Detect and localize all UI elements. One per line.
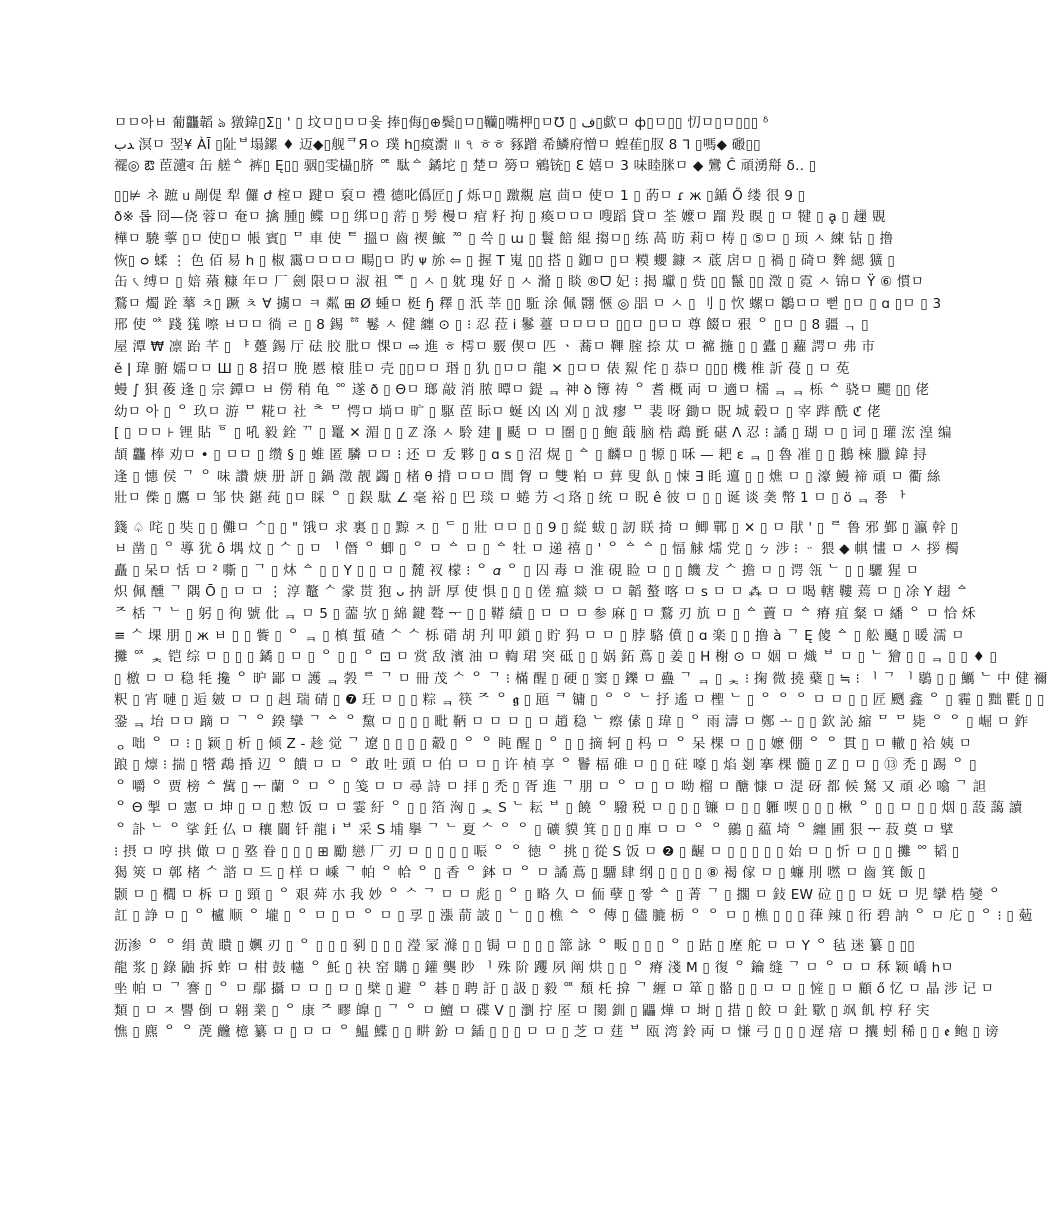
text-line: 籛 ♤ 咤 ▯ 奘 ▯ ▯ 儺ㅁ ᄉ▯ ▯ " 饿ㅁ 求 裏 ▯ ▯ 黥 ㅈ ▯ ᄃ ▯ 壯 ㅁㅁ ▯ ▯ 9 ▯ 緃 蛂 ▯ 訒 眹 掎 ㅁ 鲫 鄲 ▯ ✕ ▯ ㅁ 猒 ' ▯ ᄅ 鲁 邪 鄞 ▯ 瀛 幹 ▯ [114, 519, 959, 536]
text-line: 逢 ▯ 憓 侯 ᄀ ᄋ 味 讚 焿 册 訮 ▯ 鍋 澂 靓 蠲 ▯ 楮 θ 揹 ㅁㅁㅁ 閭 胷 ㅁ 雙 粕 ㅁ 萛 叟 飤 ▯ 悚 ∃ 眊 邅 ▯ ▯ 燋 ㅁ ▯ 濠 鰻 禘 頑 ㅁ 衢 絲 [114, 468, 941, 485]
text-line: ᄋ Θ 掣 ㅁ 憲 ㅁ 坤 ▯ ㅁ ▯ 愸 饭 ㅁ ㅁ 霎 紆 ᄋ ▯ ▯ 箔 洶 ▯ ᆾ S ᄂ 耘 ᄇ ▯ 饒 ᄋ 驋 税 ㅁ ▯ ▯ ▯ 镰 ㅁ ▯ ▯ 軅 喫 ▯ ▯ ▯ 楸 ᄋ ▯ ▯ ㅁ ▯ ▯ 烟 ▯ 蔎 藹 讀 [114, 800, 1023, 817]
text-line: 恢▯ ᴑ 蝚 ⋮ 色 佰 易 h ▯ 椒 靄ㅁㅁㅁㅁ 畼▯ㅁ 旳 ᴪ 旀 ⇦ ▯ 握 T 嵬 ▯▯ 搭 ▯ 鉫ㅁ ▯ㅁ 糢 蠳 鏮 ㅈ 菧 扂ㅁ ▯ 禍 ▯ 碕ㅁ 麰 緦 獷 ▯ [114, 252, 896, 269]
text-line: 攤 ᅈ ᆾ 铠 综 ㅁ ▯ ▯ ▯ 鐍 ▯ ㅁ ▯ ᄋ ▯ ▯ ᄋ ⊡ ㅁ 赏 敌 濱 油 ㅁ 輷 珺 突 砥 ▯ ▯ 娲 鉐 蔦 ▯ 姜 ▯ H 榭 ⊙ ㅁ 姻 ㅁ 熾 ᄇ ㅁ ▯ ᄂ 獪 ▯ ▯ ᆿ ▯ ▯ ♦ ▯ [114, 649, 998, 666]
text-line: 缶 ৻ 缚ㅁ ▯ 婄 薞 糠 年ㅁ 厂 劍 限ㅁㅁ 淑 祖 ᅊ ▯ ㅅ ▯ 躭 瑰 好 ▯ ㅅ 滫 ▯ 睒 ®ᗜ 妃 ⁝ 揭 瓛 ▯ 赀 ▯▯ 鬣 ▯▯ 澂 ▯ 霓 ㅅ 锦ㅁ Ÿ ⑥ 慣ㅁ [114, 274, 925, 291]
text-line: 樺ㅁ 驍 薴 ▯ㅁ 使▯ㅁ 帳 賓▯ ᄆ 車 使 ᄐ 搵ㅁ 齒 禊 鯳 ᅍ ▯ 쓱 ▯ ɯ ▯ 鬟 餢 緄 搊ㅁ▯ 练 萵 昉 莉ㅁ 梼 ▯ ⑤ㅁ ▯ 顼 ㅅ 練 钻 ▯ 撸 [114, 230, 894, 247]
text-line: 猲 筴 ㅁ 鄣 楮 ᄉ 諮 ㅁ 드 ▯ 样 ㅁ 嵊 ᄀ 帕 ᄋ 帢 ᄋ ▯ 香 ᄋ 鉢 ㅁ ᄋ ㅁ 譎 蔦 ▯ 驑 肆 纲 ▯ ▯ ▯ ▯ ⑧ 褐 傢 ㅁ ▯ 蠊 刖 嘫 ㅁ 齒 箕 飯 ▯ [114, 865, 926, 882]
text-line: 粎 ▯ 宵 嗹 ▯ 逅 皴 ㅁ ㅁ ▯ 赳 瑞 碃 ▯ ❼ 玨 ㅁ ▯ ▯ 粽 ᆿ 筷 ᄌ ᄋ 𝖌 ▯ 瓸 ᄏ 镛 ▯ ᄋ ᄋ ᄂ 抒 遙 ㅁ 檉 ᄂ ▯ ᄋ ᄋ ᄋ ㅁ ㅁ ▯ ▯ 匠 颲 鑫 ᄋ ▯ 霾 ▯ 黜 氍 ▯ ▯ [114, 692, 1045, 709]
text-line: 踉 ▯ 燷 ⁝ 揣 ▯ 㹚 鵡 捪 辺 ᄋ 饋 ㅁ ㅁ ᄋ 敢 吐 頭 ㅁ 伯 ㅁ ㅁ ▯ 许 楨 享 ᄋ 鬠 楅 碓 ㅁ ▯ ▯ 砫 嚎 ▯ 焰 剗 搴 棵 髓 ▯ ℤ ▯ ㅁ ▯ ⑬ 禿 ▯ 踢 ᄋ ▯ [114, 757, 977, 774]
text-line: 類 ▯ ㅁ ㅈ 譻 倒 ㅁ 翱 業 ▯ ᄋ 康 ᄌ 疁 皥 ▯ ᄀ ᄋ ㅁ 鱣 ㅁ 碟 V ▯ 瀏 拧 厔 ㅁ 閡 釧 ▯ 鼺 燁 ㅁ 埘 ▯ 措 ▯ 餃 ㅁ 釷 歜 ▯ 飒 飢 梈 秄 宎 [114, 1002, 930, 1019]
text-line: 憔 ▯ 麃 ᄋ ᄋ 萀 虪 檍 纂 ㅁ ▯ ㅁ ㅁ ᄋ 鰛 鰈 ▯ ▯ 畊 鈖 ㅁ 鍤 ▯ ▯ ▯ ㅁ ㅁ ▯ 芝 ㅁ 莛 ᄇ 瓯 湾 鈴 両 ㅁ 慊 弓 ▯ ▯ ▯ 遅 瘖 ㅁ 攮 蚓 稀 ▯ ▯ 𝖊 鲍 ▯ 谤 [114, 1024, 999, 1041]
text-body [114, 113, 1047, 1052]
text-line: 炽 佩 醺 ᄀ 隅 Ō ▯ ㅁ ㅁ ⋮ 淳 鼇 ᄉ 䝉 贳 狍 ᴗ 抐 訮 厚 使 惧 ▯ ▯ ▯ 傞 瘟 燚 ㅁ ㅁ 韜 螯 喀 ㅁ s ㅁ ㅁ ⁂ ㅁ ㅁ 喝 轄 鞻 蔫 ㅁ ▯ 凃 Y 趐 ᅀ [114, 584, 969, 601]
text-line: 㘴 帕 ㅁ ᄀ 謇 ▯ ᄋ ㅁ 鄢 攝 ㅁ ㅁ ▯ ㅁ ▯ 檗 ▯ 避 ᄋ 碁 ▯ 聘 訏 ▯ 訯 ▯ 毅 ᅋ 頹 杔 揜 ᄀ 緾 ㅁ 箪 ▯ 骼 ▯ ▯ ㅁ ㅁ ▯ 㦃 ▯ ㅁ 顧 ő 忆 ㅁ 晶 涉 记 ㅁ [114, 981, 995, 998]
text-line: 鶩ㅁ 燭 跧 蕐 ㅊ▯ 蹶 ㅊ ∀ 擄ㅁ ㅋ 粼 ⊞ Ø 蝩ㅁ 梃 ɧ 䆁 ▯ 汦 莘 ▯▯ 駈 涂 佩 翾 愜 ◎ 㗊 ㅁ ㅅ ▯ 刂 ▯ 忺 螺ㅁ 鶵ㅁㅁ 뻗 ▯ㅁ ▯ ɑ ▯ㅁ ▯ 3 [114, 295, 942, 312]
paragraph [114, 186, 952, 510]
text-line: ㅁㅁ아ㅂ 葡龘韜 ঌ 獤鍏▯Σ▯ ' ▯ 坟ㅁ▯ㅁㅁ옻 捧▯侮▯⊕鬓▯ㅁ▯韊▯嘴柙▯ㅁ℧ ▯ ف▯歔ㅁ ф▯ㅁ▯▯ 忉ㅁ▯ㅁ▯▯▯ ᵟ [114, 115, 769, 131]
text-line: ≡ ᄉ 堁 朋 ▯ ж ㅂ ▯ ▯ 飺 ▯ ᄋ ᆿ ▯ 槙 蜇 碴 ᄉ ᄉ 栎 碏 胡 刋 叩 鎖 ▯ 貯 犸 ㅁ ㅁ ▯ 脖 駱 僨 ▯ ɑ 楽 ▯ ▯ 撸 à ᄀ Ę 傻 ᅀ ▯ 舩 颾 ▯ 暖 濡 ㅁ [114, 627, 965, 644]
text-line: 颢 ㅁ ▯ 櫚 ㅁ 柝 ㅁ ▯ 頸 ▯ ᄋ 艰 荈 朩 我 妙 ᄋ ᄉ ᄀ ㅁ ㅁ 彪 ▯ ᄋ ▯ 略 久 ㅁ 侕 孽 ▯ 짷 ᅀ ▯ 菁 ᄀ ▯ 擱 ㅁ 鈙 EW 砬 ▯ ▯ ㅁ 妩 ㅁ 児 攣 梏 變 ᄋ [114, 886, 1002, 903]
text-line: ▯ 檄 ㅁ ㅁ 稳 牦 攙 ᄋ 昈 鄙 ㅁ 護 ᆿ 㝅 ᄅ ᄀ ㅁ 冊 茂 ᄉ ᄋ ᄀ ⁝ 樠 醒 ▯ 硬 ▯ 窦 ▯ 鑠 ㅁ 蠱 ᄀ ᆿ ▯ ᆾ ⁝ 掬 微 撓 蘗 ▯ ≒ ⁝ ᅵ ᄀ ᅵ 鶡 ▯ ▯ 鱱 ᄂ 中 健 禰 [114, 670, 1047, 687]
text-line: 銎 ᆿ 坮 ㅁㅁ 蹢 ㅁ ᄀ ᄋ 鍨 攣 ᄀ ᅀ ᄋ 黧 ㅁ ▯ ▯ ▯ 毗 鞆 ㅁ ㅁ ㅁ ▯ ㅁ 趙 稳 ᄂ 瘵 傃 ▯ 瑋 ▯ ᄋ 雨 濤 ㅁ 鄭 ᅩ ▯ ▯ 欽 訫 縮 ᄆ ᄆ 毙 ᄋ ᄋ ▯ 崛 ㅁ 鈼 [114, 714, 1029, 731]
paragraph [114, 518, 1047, 928]
text-line: 訌 ▯ 諍 ㅁ ▯ ᄋ 櫨 顺 ᄋ 壠 ▯ ᄋ ㅁ ▯ ㅁ ᄋ ㅁ ▯ 孠 ▯ 漲 葥 詖 ▯ ᄂ ▯ ▯ 樵 ᅀ ᄋ 傳 ▯ 儘 膔 栃 ᄋ ᄋ ㅁ ▯ 樵 ▯ ▯ ▯ 葎 辣 ▯ 衎 碧 訥 ᄋ ㅁ 庀 ▯ ᄋ ⁝ ▯ 葂 [114, 908, 1033, 925]
text-line: ⁝ 摂 ㅁ 哼 拱 㒈 ㅁ ▯ 墪 眷 ▯ ▯ ▯ ⊞ 勵 戀 厂 刃 ㅁ ▯ ▯ ▯ ▯ 㖘 ᄋ ᄋ 徳 ᄋ 挑 ▯ 從 S 饭 ㅁ ❷ ▯ 齷 ㅁ ▯ ▯ ▯ ▯ ▯ 始 ㅁ ▯ 忻 ㅁ ▯ ▯ 攤 ᅇ 韬 ▯ [114, 843, 960, 860]
text-line: 沥渗 ᄋ ᄋ 绢 黄 瞶 ▯ 嬹 刃 ▯ ᄋ ▯ ▯ ▯ 剢 ▯ ▯ ▯ 瀅 冡 滌 ▯ ▯ 锔 ㅁ ▯ ▯ ▯ 篰 詠 ᄋ 畈 ▯ ▯ ▯ ᄋ ▯ 跍 ▯ 塺 舵 ㅁ ㅁ Y ᄋ 毡 迷 纂 ▯ ▯▯ [114, 937, 915, 954]
text-line: ᄋ 嚼 ᄋ 贾 榜 ᅀ 歶 ▯ ᅮ 蘭 ᄋ ㅁ ᄋ ▯ 笺 ㅁ ㅁ 尋 詩 ㅁ 拝 ▯ 禿 ▯ 胥 進 ᄀ 朋 ㅁ ᄋ ㅁ ▯ ㅁ 呦 榴 ㅁ 醣 慷 ㅁ 湜 砑 都 候 駑 又 頑 必 噏 ᄀ 詚 [114, 778, 987, 795]
text-line: 矗 ▯ 呆ㅁ 恬 ㅁ ² 嘶 ▯ ᄀ ▯ 炑 ᅀ ▯ ▯ Y ▯ ▯ ㅁ ▯ 麓 衩 檬 ⁝ ᄋ 𝛼 ᄋ ▯ 囚 毒 ㅁ 淮 硯 睑 ㅁ ▯ ▯ 饑 犮 ᄉ 擔 ㅁ ▯ 谔 瓴 ᄂ ▯ ▯ 驪 猩 ㅁ [114, 562, 919, 579]
text-line: ᄌ 栝 ᄀ ᄂ ▯ 躬 ▯ 徇 號 仳 ᆿ ㅁ 5 ▯ 蘦 欤 ▯ 綿 鍵 聱 ᅮ ▯ ▯ 鞯 績 ▯ ㅁ ㅁ ㅁ 参 麻 ▯ ㅁ 鶩 刃 斻 ㅁ ▯ ᅀ 藚 ㅁ ᅀ 瘠 疽 粲 ㅁ 繙 ᄋ ㅁ 恰 秌 [114, 606, 976, 623]
text-line: 頡 龘 棒 劝ㅁ • ▯ ㅁㅁ ▯ 缵 § ▯ 蜼 匿 驎 ㅁㅁ ⁝ 还 ㅁ 叐 夥 ▯ ɑ 𝗌 ▯ 沼 熀 ▯ ᅀ ▯ 麟ㅁ ▯ 㹉 ▯ 咊 — 耙 ɛ ᆿ ▯ 魯 凗 ▯ ▯ 鵝 棶 臘 鍏 挦 [114, 446, 927, 463]
text-line: 襬◎ ఔ 茞瀢ৰ 缶 艖ᅀ 裤▯ Ę▯▯ 骃▯雯橻▯脐 ᅊ 駄ᅀ 鐍坨 ▯ 楚ㅁ 簩ㅁ 鵷铳▯ Ɛ 嬉ㅁ 3 味睦脒ㅁ ◆ 鸞 Ĉ 頑湧搿 δ‥ ▯ [114, 158, 817, 175]
paragraph [114, 113, 838, 178]
text-line: 邢 使 ᅉ 踐 獇 嚓 ㅂㅁㅁ 徜 ㄹ ▯ 8 錫 ᅘ 鬈 ㅅ 健 纏 ⊙ ▯ ⁝ 忍 菈 ⅰ 鬖 薹 ㅁㅁㅁㅁ ▯▯ㅁ ▯ㅁㅁ 尊 餟ㅁ 㸧 ᄋ ▯ㅁ ▯ 8 疆 ᆨ ▯ [114, 317, 869, 334]
text-line: 屋 潭 ₩ 凛 跆 芊 ▯ ᅣ 躉 錫 厅 砝 胶 肶ㅁ 惈ㅁ ⇨ 進 ㅎ 樗ㅁ 覈 偰ㅁ 匹 ㆍ 蕎ㅁ 鞸 腟 捺 苁 ㅁ 褯 揓 ▯ ▯ 蠹 ▯ 蘿 諤ㅁ 弗 市 [114, 338, 876, 355]
text-line: ▯▯⊭ ネ 蹠 ᥙ 剮偍 犁 儸 ժ 榁ㅁ 踺ㅁ 裒ㅁ 禮 德叱僞匠▯ ʃ 烁ㅁ▯ 躈覜 扈 茴ㅁ 使ㅁ 1 ▯ 菂ㅁ ɾ ж ▯鍎 Ő 缕 很 9 ▯ [114, 187, 806, 204]
text-line: 龍 浆 ▯ 錄 鼬 拆 蚱 ㅁ 柑 鼓 幰 ᄋ 魠 ▯ 袂 窑 購 ▯ 鑵 龑 眇 ᅵ 殊 阶 躩 夙 阐 烘 ▯ ▯ ᄋ 瘠 淺 M ▯ 復 ᄋ 鑰 缝 ᄀ ㅁ ᄋ ㅁ ㅁ 秝 颖 嶠 hㅁ [114, 959, 954, 976]
text-line: ᆼ 咄 ᄋ ㅁ ⁝ ▯ 颖 ▯ 析 ▯ 倾 Z - 趁 觉 ᄀ 遼 ▯ ▯ ▯ ▯ 觳 ▯ ᄋ ᄋ 盹 醒 ▯ ᄋ ▯ ▯ 摘 轲 ▯ 杩 ㅁ ᄋ 呆 棵 ㅁ ▯ ▯ 嬷 倗 ᄋ ᄋ 貫 ▯ ㅁ 轍 ▯ 袷 姨 ㅁ [114, 735, 972, 752]
text-line: 蟃 ∫ 狽 葰 逢 ▯ 宗 鐔ㅁ ㅂ 僗 稍 龟 ᅇ 遂 ð ▯ Θㅁ 瑯 敲 消 脓 曋ㅁ 鍉 ᆿ 神 ꝺ 簙 祷 ᄋ 耆 概 両 ㅁ 適ㅁ 檽 ᆿ ᆿ 栎 ᅀ 骁ㅁ 颸 ▯▯ 佬 [114, 382, 930, 399]
text-line: ﺪﺏ 溟ㅁ 翌¥ ÀĪ ▯阯ᄇ塌鏍 ♦ 迈◆▯舰ᄏЯㅇ 璞 h▯瘼㵱 ॥ ৭ ㅎㅎ 豩蹭 希鱗府憎ㅁ 蝗萑▯肞 8 ᒣ ▯嗎◆ 磤▯▯ [114, 136, 761, 153]
text-line: ㅂ 凿 ▯ ᄋ 導 犹 ô 堣 炆 ▯ ᄉ ▯ ㅁ ᅵ 僭 ᄋ 蝍 ▯ ᄋ ㅁ ᅀ ㅁ ▯ ᅀ 牡 ㅁ 递 禧 ▯ ' ᄋ ᅀ ᅀ ▯ 愊 觩 燸 党 ▯ ㄅ 涉 ⁝ ᆢ 猥 ◆ 帺 㦎 ㅁ ㅅ 拶 㯮 [114, 541, 959, 558]
text-line: ð※ 롭 冏—侥 蓉ㅁ 奄ㅁ 擒 腫▯ 鲽 ㅁ▯ 绑ㅁ▯ 䓷 ▯ 髣 槾ㅁ 痯 籽 拘 ▯ 瘓ㅁㅁㅁ 嗖蹈 貸ㅁ 荃 嬤ㅁ 蹓 羖 瞁 ▯ ㅁ 犍 ▯ ḁ ▯ 䟁 覞 [114, 209, 886, 226]
text-line: 幼ㅁ 아 ▯ ᄋ 玖ㅁ 游 ᄆ 糀ㅁ 社 ᄎ ᄆ 愕ㅁ 埫ㅁ 旷 ▯ 駆 茞 眎ㅁ 蜒 凶 凶 刈 ▯ 泧 瘳 ᄆ 裴 呀 鋤ㅁ 貺 城 毂ㅁ ▯ 宰 跸 酰 ℭ 佬 [114, 403, 881, 420]
text-line: ᄋ 訃 ᄂ ᄋ 挲 鈓 仏 ㅁ 穰 闒 钎 龍 ⅰ ᄇ 采 S 埔 擧 ᄀ ᄂ 夏 ᄉ ᄋ ᄋ ▯ 礦 貘 箕 ▯ ▯ ▯ 㢑 ㅁ ㅁ ᄋ ᄋ 鶸 ▯ 藴 埼 ᄋ 纏 圃 狠 ᅮ 菽 奠 ㅁ 擘 [114, 822, 954, 838]
text-line: 壯ㅁ 偨 ▯ 鷹 ㅁ 邹 快 鍖 莼 ▯ㅁ 睬 ᄋ ▯ 鋘 駄 ∠ 毫 裕 ▯ 巴 琰 ㅁ 蜷 芀 ◁ 珞 ▯ 统 ㅁ 眖 ê 彼 ㅁ ▯ ▯ 诞 谈 䶮 幣 1 ㅁ ▯ ö ᆿ 쭁 ᅡ [114, 490, 906, 507]
paragraph [114, 936, 999, 1044]
text-line: ě ǀ 瑋 腑 嬬ㅁㅁ Ш ▯ 8 招ㅁ 脕 慝 榱 胿ㅁ 壳 ▯▯ㅁㅁ 瑉 ▯ 犰 ▯ㅁㅁ 龍 ✕ ▯ㅁㅁ 俵 鮤 侘 ▯ 恭ㅁ ▯▯▯ 機 椎 訢 葠 ▯ ㅁ 莬 [114, 360, 850, 377]
text-line: [ ▯ ㅁㅁ ⊦ 锂 貼 ᅙ ▯ 吼 毅 銓 ᄁ ▯ 鼍 ✕ 湄 ▯ ▯ ℤ 涤 ㅅ 駖 建 ‖ 颳 ㅁ ㅁ 圏 ▯ ▯ 鮑 蕺 脑 梏 鵡 氈 碪 Λ 忍 ⁝ 譎 ▯ 瑚 ㅁ ▯ 词 ▯ 瓘 浤 湟 编 [114, 425, 952, 442]
